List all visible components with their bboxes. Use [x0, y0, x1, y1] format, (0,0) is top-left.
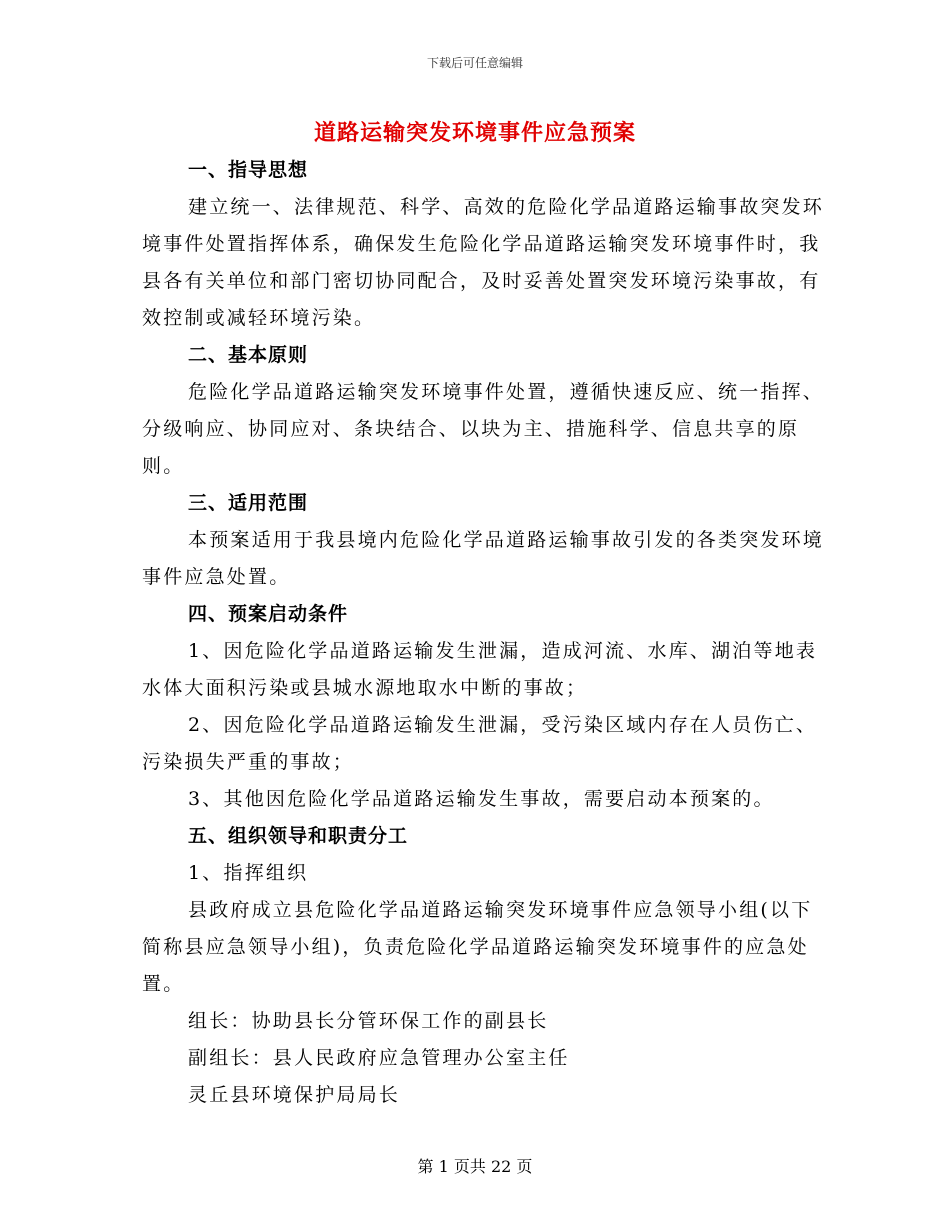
section-heading: 五、组织领导和职责分工 — [188, 825, 409, 847]
section-heading: 一、指导思想 — [188, 159, 309, 181]
role-line: 灵丘县环境保护局局长 — [188, 1084, 401, 1106]
section-paragraph: 危险化学品道路运输突发环境事件处置，遵循快速反应、统一指挥、分级响应、协同应对、条块结合、以块为主、措施科学、信息共享的原则。 — [142, 381, 825, 477]
condition-item: 3、其他因危险化学品道路运输发生事故，需要启动本预案的。 — [188, 788, 775, 810]
role-line: 组长：协助县长分管环保工作的副县长 — [188, 1010, 549, 1032]
condition-item: 1、因危险化学品道路运输发生泄漏，造成河流、水库、湖泊等地表水体大面积污染或县城水源地取水中断的事故； — [142, 640, 818, 699]
section-paragraph: 县政府成立县危险化学品道路运输突发环境事件应急领导小组(以下简称县应急领导小组)，负责危险化学品道路运输突发环境事件的应急处置。 — [142, 899, 813, 995]
document-body — [142, 152, 832, 1114]
condition-item: 2、因危险化学品道路运输发生泄漏，受污染区域内存在人员伤亡、污染损失严重的事故； — [142, 714, 818, 773]
section-paragraph: 本预案适用于我县境内危险化学品道路运输事故引发的各类突发环境事件应急处置。 — [142, 529, 825, 588]
page-header: 下载后可任意编辑 — [426, 56, 523, 70]
role-line: 副组长：县人民政府应急管理办公室主任 — [188, 1047, 570, 1069]
document-title: 道路运输突发环境事件应急预案 — [313, 120, 636, 146]
section-heading: 二、基本原则 — [188, 344, 309, 366]
page-number: 第 1 页共 22 页 — [417, 1157, 533, 1176]
section-heading: 四、预案启动条件 — [188, 603, 349, 625]
section-heading: 三、适用范围 — [188, 492, 309, 514]
section-paragraph: 建立统一、法律规范、科学、高效的危险化学品道路运输事故突发环境事件处置指挥体系，确保发生危险化学品道路运输突发环境事件时，我县各有关单位和部门密切协同配合，及时妥善处置突发环境污染事故，有效控制或减轻环境污染。 — [142, 196, 825, 329]
subsection-heading: 1、指挥组织 — [188, 862, 309, 884]
